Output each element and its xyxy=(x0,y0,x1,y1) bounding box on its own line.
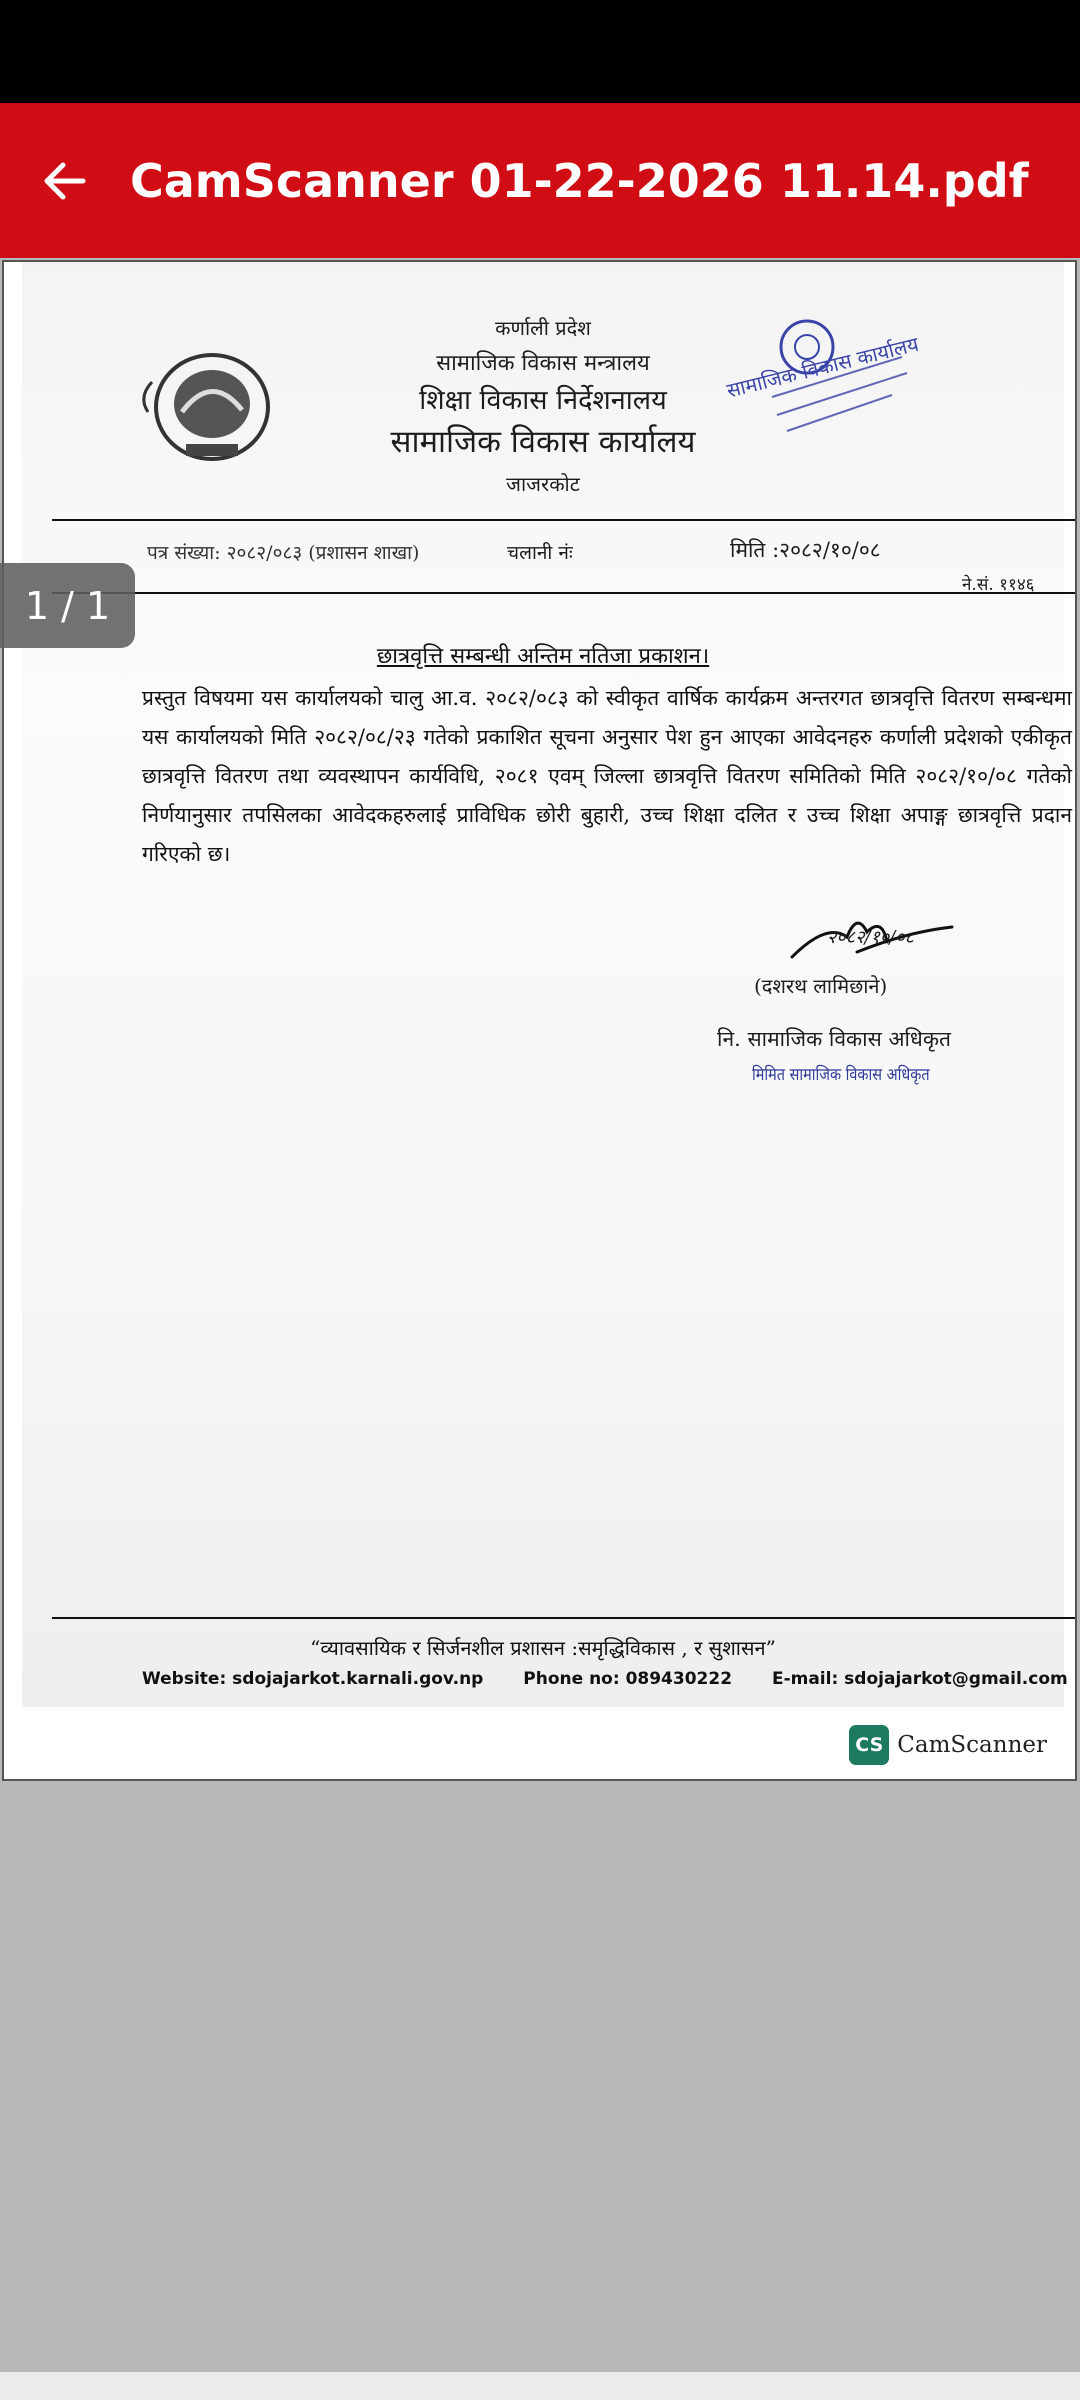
page-indicator: 1 / 1 xyxy=(0,563,135,648)
pdf-page xyxy=(2,260,1077,1781)
scanned-letter xyxy=(22,262,1072,1707)
app-bar xyxy=(0,103,1080,258)
camscanner-watermark xyxy=(849,1725,1047,1765)
camscanner-text: CamScanner xyxy=(897,1732,1047,1758)
footer-email: E-mail: sdojajarkot@gmail.com xyxy=(771,1669,1068,1689)
stamp-text: सामाजिक विकास कार्यालय xyxy=(724,331,921,403)
letter-subject: छात्रवृत्ति सम्बन्धी अन्तिम नतिजा प्रकाशन। xyxy=(376,644,710,669)
reference-divider xyxy=(52,592,1077,594)
footer-website: Website: sdojajarkot.karnali.gov.np xyxy=(142,1669,484,1689)
letter-body: प्रस्तुत विषयमा यस कार्यालयको चालु आ.व. २०८२/०८३ को स्वीकृत वार्षिक कार्यक्रम अन्तरगत छात्रवृत्ति वितरण सम्बन्धमा यस कार्यालयको मिति २०८२/०८/२३ गतेको प्रकाशित सूचना अनुसार पेश हुन आएका आवेदनहरु कर्णाली प्रदेशको एकीकृत छात्रवृत्ति वितरण तथा व्यवस्थापन कार्यविधि, २०८१ एवम् जिल्ला छात्रवृत्ति वितरण समितिको मिति २०८२/१०/०८ गतेको निर्णयानुसार तपसिलका आवेदकहरुलाई प्राविधिक छोरी बुहारी, उच्च शिक्षा दलित र उच्च शिक्षा अपाङ्ग छात्रवृत्ति प्रदान गरिएको छ। xyxy=(142,686,1072,866)
header-divider xyxy=(52,519,1077,521)
footer-contact xyxy=(142,1669,1077,1689)
header-directorate: शिक्षा विकास निर्देशनालय xyxy=(419,385,667,416)
status-bar xyxy=(0,0,1080,103)
header-office: सामाजिक विकास कार्यालय xyxy=(390,424,696,460)
bottom-strip xyxy=(0,2372,1080,2400)
back-button[interactable] xyxy=(0,103,130,258)
header-district: जाजरकोट xyxy=(506,472,580,496)
reference-number: पत्र संख्या: २०८२/०८३ (प्रशासन शाखा) xyxy=(147,542,420,564)
letter-date: मिति :२०८२/१०/०८ xyxy=(730,538,881,562)
registration-number: ने.सं. ११४६ xyxy=(962,575,1035,595)
signatory-stamp: मिमित सामाजिक विकास अधिकृत xyxy=(752,1065,930,1085)
signatory-name: (दशरथ लामिछाने) xyxy=(754,974,888,998)
footer-divider xyxy=(52,1617,1077,1619)
header-ministry: सामाजिक विकास मन्त्रालय xyxy=(436,351,650,376)
document-title: CamScanner 01-22-2026 11.14.pdf xyxy=(130,153,1029,208)
camscanner-logo-icon: CS xyxy=(849,1725,889,1765)
pdf-viewer[interactable] xyxy=(0,258,1080,1783)
arrow-left-icon xyxy=(39,155,91,207)
signatory-designation: नि. सामाजिक विकास अधिकृत xyxy=(717,1027,951,1051)
header-province: कर्णाली प्रदेश xyxy=(495,316,591,340)
dispatch-number: चलानी नंः xyxy=(507,542,573,564)
signature-date: २०८२/१०/०८ xyxy=(827,927,915,948)
footer-phone: Phone no: 089430222 xyxy=(523,1669,733,1689)
footer-motto: “व्यावसायिक र सिर्जनशील प्रशासन :समृद्धिविकास , र सुशासन” xyxy=(310,1636,776,1660)
